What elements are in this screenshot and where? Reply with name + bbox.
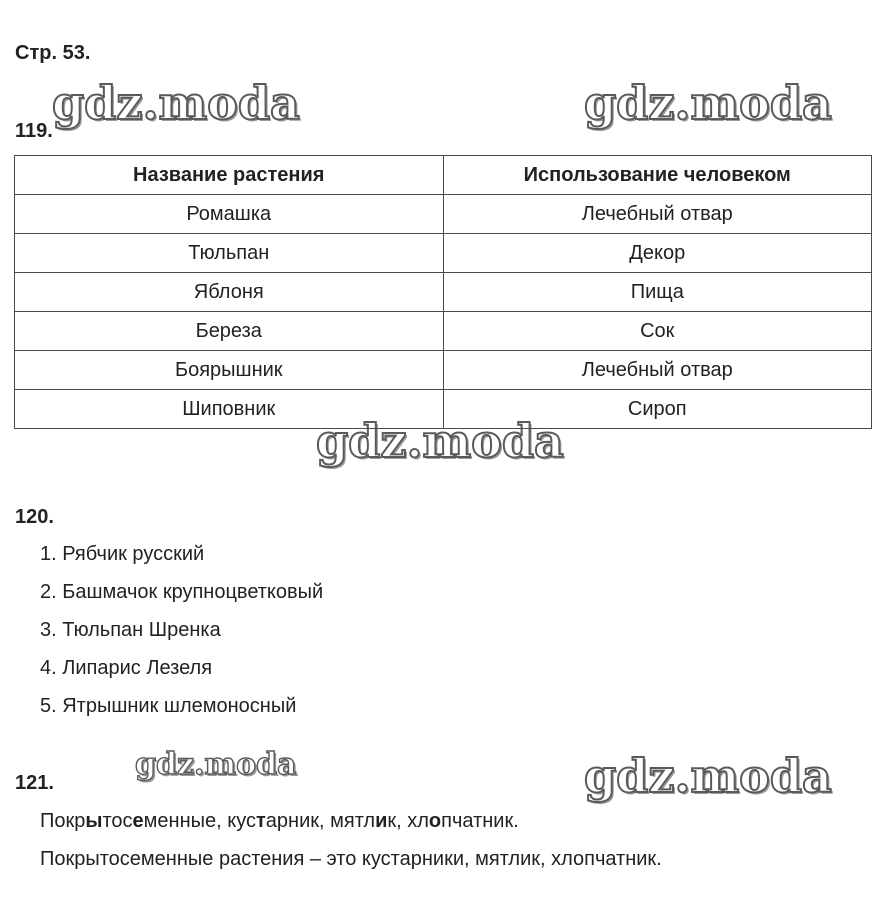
plant-cell: Боярышник — [15, 351, 444, 390]
usage-cell: Сироп — [443, 390, 872, 429]
table-row — [15, 312, 872, 351]
list-item: 5. Ятрышник шлемоносный — [40, 695, 297, 717]
column-header-plant: Название растения — [15, 156, 444, 195]
table-row — [15, 273, 872, 312]
plant-cell: Тюльпан — [15, 234, 444, 273]
list-item: 4. Липарис Лезеля — [40, 657, 213, 679]
usage-cell: Лечебный отвар — [443, 351, 872, 390]
protected-plants-list — [40, 542, 323, 732]
task-120-number: 120. — [15, 506, 54, 528]
list-item: 3. Тюльпан Шренка — [40, 619, 221, 641]
task-121-number: 121. — [15, 772, 54, 794]
answer-sentence: Покрытосеменные растения – это кустарники, мятлик, хлопчатник. — [40, 848, 662, 870]
usage-cell: Сок — [443, 312, 872, 351]
usage-cell: Пища — [443, 273, 872, 312]
list-item: 1. Рябчик русский — [40, 543, 205, 565]
table-row — [15, 351, 872, 390]
usage-cell: Лечебный отвар — [443, 195, 872, 234]
table-header-row — [15, 156, 872, 195]
plant-cell: Шиповник — [15, 390, 444, 429]
plants-table — [14, 155, 872, 429]
plant-cell: Береза — [15, 312, 444, 351]
usage-cell: Декор — [443, 234, 872, 273]
watermark: gdz.moda — [316, 414, 564, 468]
table-row — [15, 234, 872, 273]
watermark: gdz.moda — [584, 76, 832, 130]
watermark: gdz.moda — [52, 76, 300, 130]
plant-cell: Ромашка — [15, 195, 444, 234]
page-title: Стр. 53. — [15, 42, 91, 64]
plant-cell: Яблоня — [15, 273, 444, 312]
column-header-usage: Использование человеком — [443, 156, 872, 195]
answer-line-marked: Покрытосеменные, кустарник, мятлик, хлопчатник. — [40, 810, 519, 832]
table-row — [15, 195, 872, 234]
list-item: 2. Башмачок крупноцветковый — [40, 581, 324, 603]
table-row — [15, 390, 872, 429]
watermark: gdz.moda — [584, 749, 832, 803]
task-119-number: 119. — [15, 120, 53, 142]
watermark: gdz.moda — [135, 747, 297, 782]
